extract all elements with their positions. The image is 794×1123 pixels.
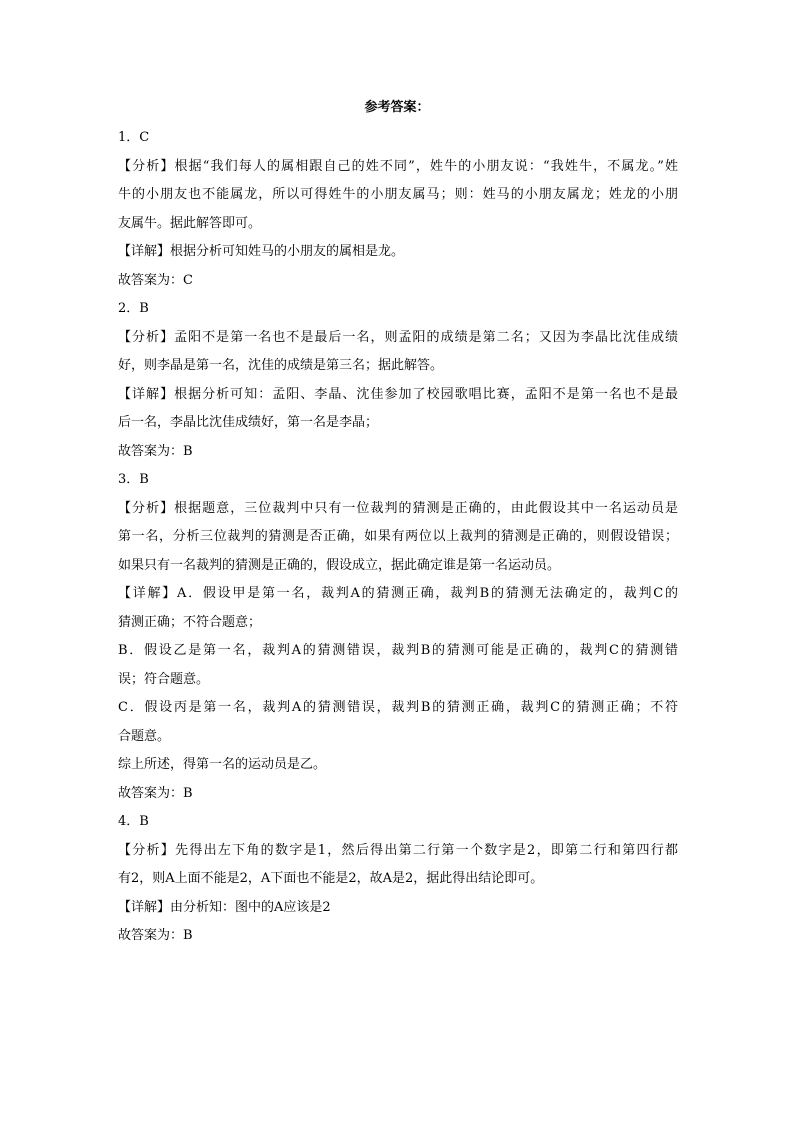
question-number: 1．C (118, 130, 150, 145)
answer-line: 故答案为：B (118, 443, 193, 459)
answer-line: 故答案为：C (118, 272, 193, 288)
summary-line: 综上所述，得第一名的运动员是乙。 (118, 757, 327, 772)
detail-line: 【详解】根据分析可知姓马的小朋友的属相是龙。 (118, 244, 405, 259)
answer-line: 故答案为：B (118, 928, 193, 943)
analysis-line: 有2，则A上面不能是2，A下面也不能是2，故A是2，据此得出结论即可。 (118, 871, 544, 886)
analysis-line: 第一名，分析三位裁判的猜测是否正确，如果有两位以上裁判的猜测是正确的，则假设错误； (118, 529, 678, 544)
detail-line: 【详解】A．假设甲是第一名，裁判A的猜测正确，裁判B的猜测无法确定的，裁判C的 (118, 586, 678, 601)
analysis-line: 【分析】孟阳不是第一名也不是最后一名，则孟阳的成绩是第二名；又因为李晶比沈佳成绩 (118, 329, 678, 345)
detail-line: 【详解】根据分析可知：孟阳、李晶、沈佳参加了校园歌唱比赛，孟阳不是第一名也不是最 (118, 386, 678, 402)
analysis-line: 如果只有一名裁判的猜测是正确的，假设成立，据此确定谁是第一名运动员。 (118, 557, 561, 573)
answer-content (118, 124, 678, 951)
answer-line: 故答案为：B (118, 785, 193, 801)
detail-line: 猜测正确；不符合题意； (118, 614, 262, 630)
analysis-line: 【分析】根据“我们每人的属相跟自己的姓不同”，姓牛的小朋友说：“我姓牛，不属龙。”姓 (118, 158, 678, 174)
question-number: 3．B (118, 472, 149, 487)
analysis-line: 友属牛。据此解答即可。 (118, 215, 262, 231)
detail-line: 【详解】由分析知：图中的A应该是2 (118, 899, 331, 915)
question-1 (118, 124, 678, 295)
detail-line: C．假设丙是第一名，裁判A的猜测错误，裁判B的猜测正确，裁判C的猜测正确；不符 (118, 700, 678, 715)
detail-line: B．假设乙是第一名，裁判A的猜测错误，裁判B的猜测可能是正确的，裁判C的猜测错 (118, 643, 678, 658)
question-number: 2．B (118, 301, 149, 316)
detail-line: 后一名，李晶比沈佳成绩好，第一名是李晶； (118, 415, 379, 430)
analysis-line: 好，则李晶是第一名，沈佳的成绩是第三名；据此解答。 (118, 358, 444, 373)
analysis-line: 牛的小朋友也不能属龙，所以可得姓牛的小朋友属马；则：姓马的小朋友属龙；姓龙的小朋 (118, 187, 678, 202)
detail-line: 合题意。 (118, 728, 171, 744)
detail-line: 误；符合题意。 (118, 671, 210, 687)
question-4 (118, 808, 678, 951)
question-number: 4．B (118, 814, 149, 829)
analysis-line: 【分析】先得出左下角的数字是1，然后得出第二行第一个数字是2，即第二行和第四行都 (118, 842, 678, 858)
analysis-line: 【分析】根据题意，三位裁判中只有一位裁判的猜测是正确的，由此假设其中一名运动员是 (118, 500, 678, 516)
question-2 (118, 295, 678, 466)
question-3 (118, 466, 678, 808)
page-title: 参考答案： (364, 100, 430, 115)
